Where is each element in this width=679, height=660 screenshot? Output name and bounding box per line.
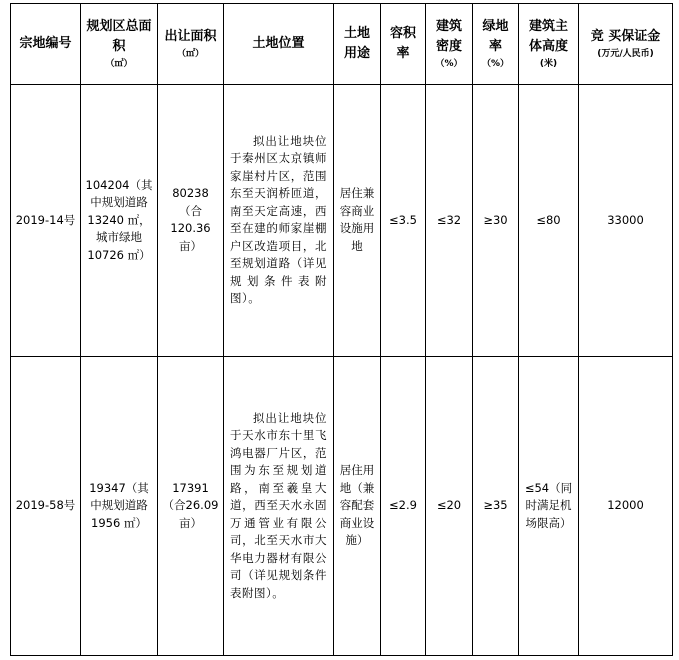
sale-area-cell: 80238（合120.36亩） [158,85,224,356]
height-cell: ≤54（同时满足机场限高） [519,356,579,655]
header-land-use: 土地用途 [334,4,381,85]
far-cell: ≤2.9 [381,356,426,655]
density-cell: ≤20 [426,356,473,655]
parcel-no-cell: 2019-58号 [11,356,81,655]
parcel-no-cell: 2019-14号 [11,85,81,356]
land-use-cell: 居住兼容商业设施用地 [334,85,381,356]
green-rate-cell: ≥30 [473,85,519,356]
location-cell: 拟出让地块位于秦州区太京镇师家崖村片区，范围东至天润桥匝道，南至天定高速，西至在建的师家崖棚户区改造项目，北至规划道路（详见规划条件表附图）。 [224,85,334,356]
deposit-cell: 33000 [579,85,673,356]
header-location: 土地位置 [224,4,334,85]
total-area-cell: 19347（其中规划道路 1956 ㎡） [81,356,158,655]
deposit-cell: 12000 [579,356,673,655]
land-use-cell: 居住用地（兼容配套商业设施） [334,356,381,655]
height-cell: ≤80 [519,85,579,356]
sale-area-cell: 17391（合26.09亩） [158,356,224,655]
far-cell: ≤3.5 [381,85,426,356]
header-density: 建筑密度 （%） [426,4,473,85]
header-far: 容积率 [381,4,426,85]
table-row [11,85,673,356]
header-sale-area: 出让面积 （㎡） [158,4,224,85]
header-parcel-no: 宗地编号 [11,4,81,85]
total-area-cell: 104204（其中规划道路13240 ㎡，城市绿地10726 ㎡） [81,85,158,356]
header-green-rate: 绿地率 （%） [473,4,519,85]
location-cell: 拟出让地块位于天水市东十里飞鸿电器厂片区，范围为东至规划道路，南至羲皇大道，西至天水永固万通管业有限公司，北至天水市大华电力器材有限公司（详见规划条件表附图）。 [224,356,334,655]
density-cell: ≤32 [426,85,473,356]
table-row [11,356,673,655]
header-total-area: 规划区总面积 （㎡） [81,4,158,85]
land-parcel-table [10,3,673,656]
green-rate-cell: ≥35 [473,356,519,655]
header-row [11,4,673,85]
header-height: 建筑主体高度 (米) [519,4,579,85]
header-deposit: 竞 买保证金 (万元/人民币) [579,4,673,85]
